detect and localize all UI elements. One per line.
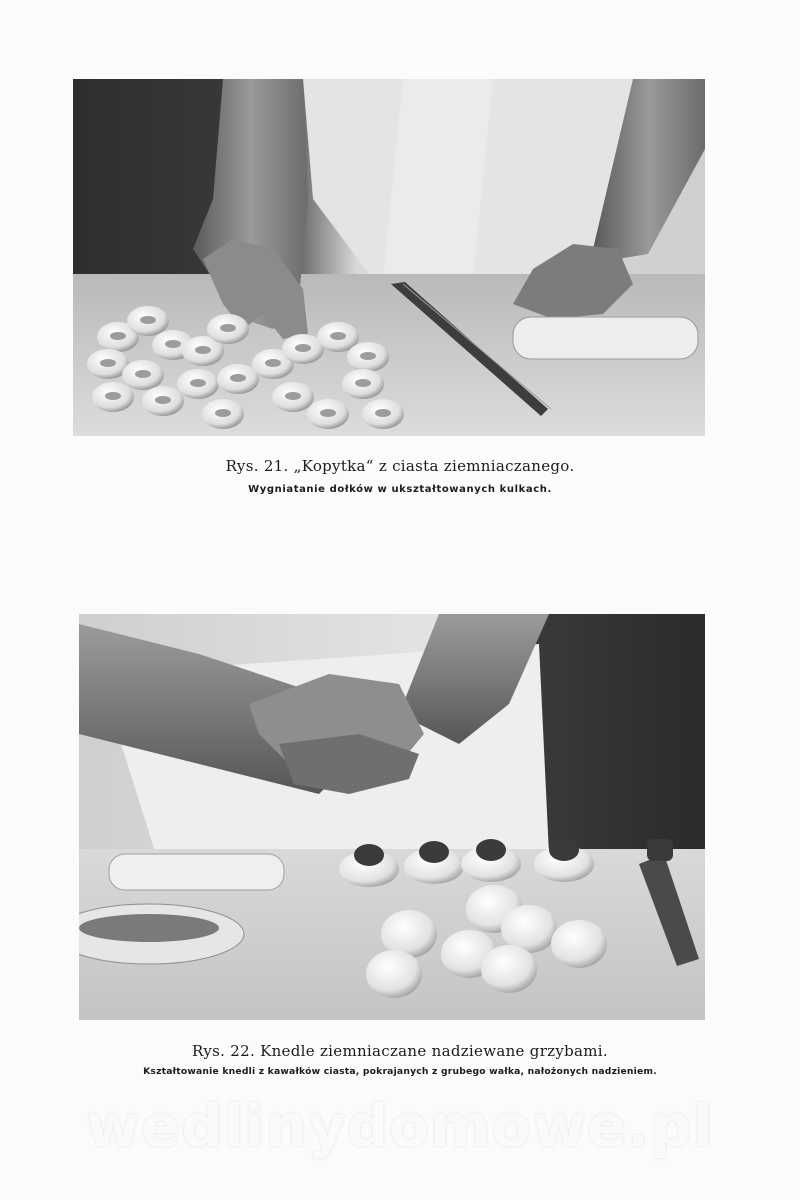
watermark-text: wedlinydomowe.pl xyxy=(86,1092,714,1160)
figure-21-caption-subtitle: Wygniatanie dołków w ukształtowanych kulkach. xyxy=(248,484,552,495)
photo-kopytka xyxy=(73,79,705,436)
figure-22-caption-title: Rys. 22. Knedle ziemniaczane nadziewane grzybami. xyxy=(192,1042,608,1060)
figure-21-caption-title: Rys. 21. „Kopytka“ z ciasta ziemniaczanego. xyxy=(225,457,575,475)
figure-22-caption-subtitle: Kształtowanie knedli z kawałków ciasta, pokrajanych z grubego wałka, nałożonych nadzieniem. xyxy=(143,1066,657,1077)
photo-knedle xyxy=(79,614,705,1020)
